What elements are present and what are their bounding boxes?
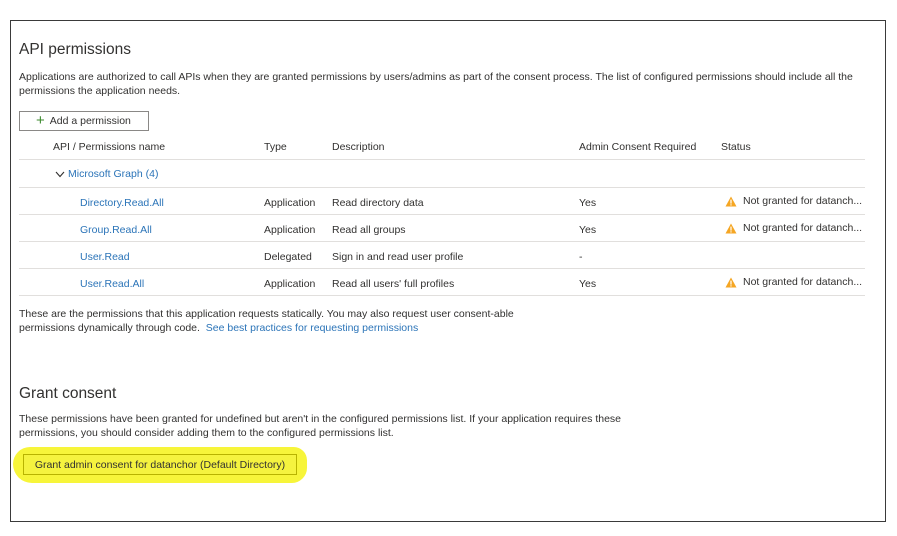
header-divider xyxy=(19,159,865,160)
status-text: Not granted for datanch... xyxy=(743,195,863,207)
column-header-status: Status xyxy=(721,141,751,153)
row-divider xyxy=(19,241,865,242)
static-permissions-note xyxy=(19,307,529,335)
status-badge xyxy=(725,276,862,288)
best-practices-link[interactable]: See best practices for requesting permissions xyxy=(205,322,419,334)
column-header-description: Description xyxy=(332,141,385,153)
permission-type: Application xyxy=(264,278,316,290)
column-header-type: Type xyxy=(264,141,287,153)
group-microsoft-graph[interactable] xyxy=(55,168,158,180)
row-divider xyxy=(19,214,865,215)
highlight-marker xyxy=(13,447,307,483)
warning-icon xyxy=(725,223,737,234)
grant-admin-consent-button[interactable] xyxy=(23,454,297,475)
row-divider xyxy=(19,268,865,269)
status-text: Not granted for datanch... xyxy=(743,276,863,288)
admin-consent-value: Yes xyxy=(579,197,597,209)
grant-consent-description: These permissions have been granted for undefined but aren't in the configured permissions list. If your application requires these permissions, you should consider adding them to the configured permissions list. xyxy=(19,413,622,439)
status-badge xyxy=(725,195,862,207)
note-text: These are the permissions that this application requests statically. You may also request user consent-able permissions dynamically through code. xyxy=(19,308,514,334)
admin-consent-value: Yes xyxy=(579,278,597,290)
permission-link[interactable]: User.Read.All xyxy=(80,278,145,290)
add-permission-button[interactable] xyxy=(19,111,149,131)
permission-type: Delegated xyxy=(264,251,312,263)
api-permissions-panel xyxy=(10,20,886,522)
column-header-admin-consent: Admin Consent Required xyxy=(579,141,697,153)
permission-description: Read all users' full profiles xyxy=(332,278,455,290)
permission-link[interactable]: Group.Read.All xyxy=(80,224,152,236)
status-badge xyxy=(725,222,862,234)
status-text: Not granted for datanch... xyxy=(743,222,863,234)
permission-description: Read all groups xyxy=(332,224,406,236)
page-title: API permissions xyxy=(19,41,131,58)
plus-icon: + xyxy=(36,112,45,129)
admin-consent-value: - xyxy=(579,251,583,263)
permission-description: Sign in and read user profile xyxy=(332,251,464,263)
group-label: Microsoft Graph (4) xyxy=(68,168,159,180)
warning-icon xyxy=(725,277,737,288)
permission-type: Application xyxy=(264,224,316,236)
add-permission-label: Add a permission xyxy=(49,115,131,127)
grant-consent-title: Grant consent xyxy=(19,385,117,402)
row-divider xyxy=(19,187,865,188)
column-header-name: API / Permissions name xyxy=(53,141,166,153)
permission-link[interactable]: Directory.Read.All xyxy=(80,197,164,209)
permission-type: Application xyxy=(264,197,316,209)
permission-link[interactable]: User.Read xyxy=(80,251,130,263)
grant-admin-consent-label: Grant admin consent for datanchor (Default Directory) xyxy=(34,458,286,471)
chevron-down-icon xyxy=(55,171,65,178)
warning-icon xyxy=(725,196,737,207)
admin-consent-value: Yes xyxy=(579,224,597,236)
permission-description: Read directory data xyxy=(332,197,424,209)
row-divider xyxy=(19,295,865,296)
page-description: Applications are authorized to call APIs when they are granted permissions by users/admins as part of the consent process. The list of configured permissions should include all the permissions the application needs. xyxy=(19,71,853,97)
